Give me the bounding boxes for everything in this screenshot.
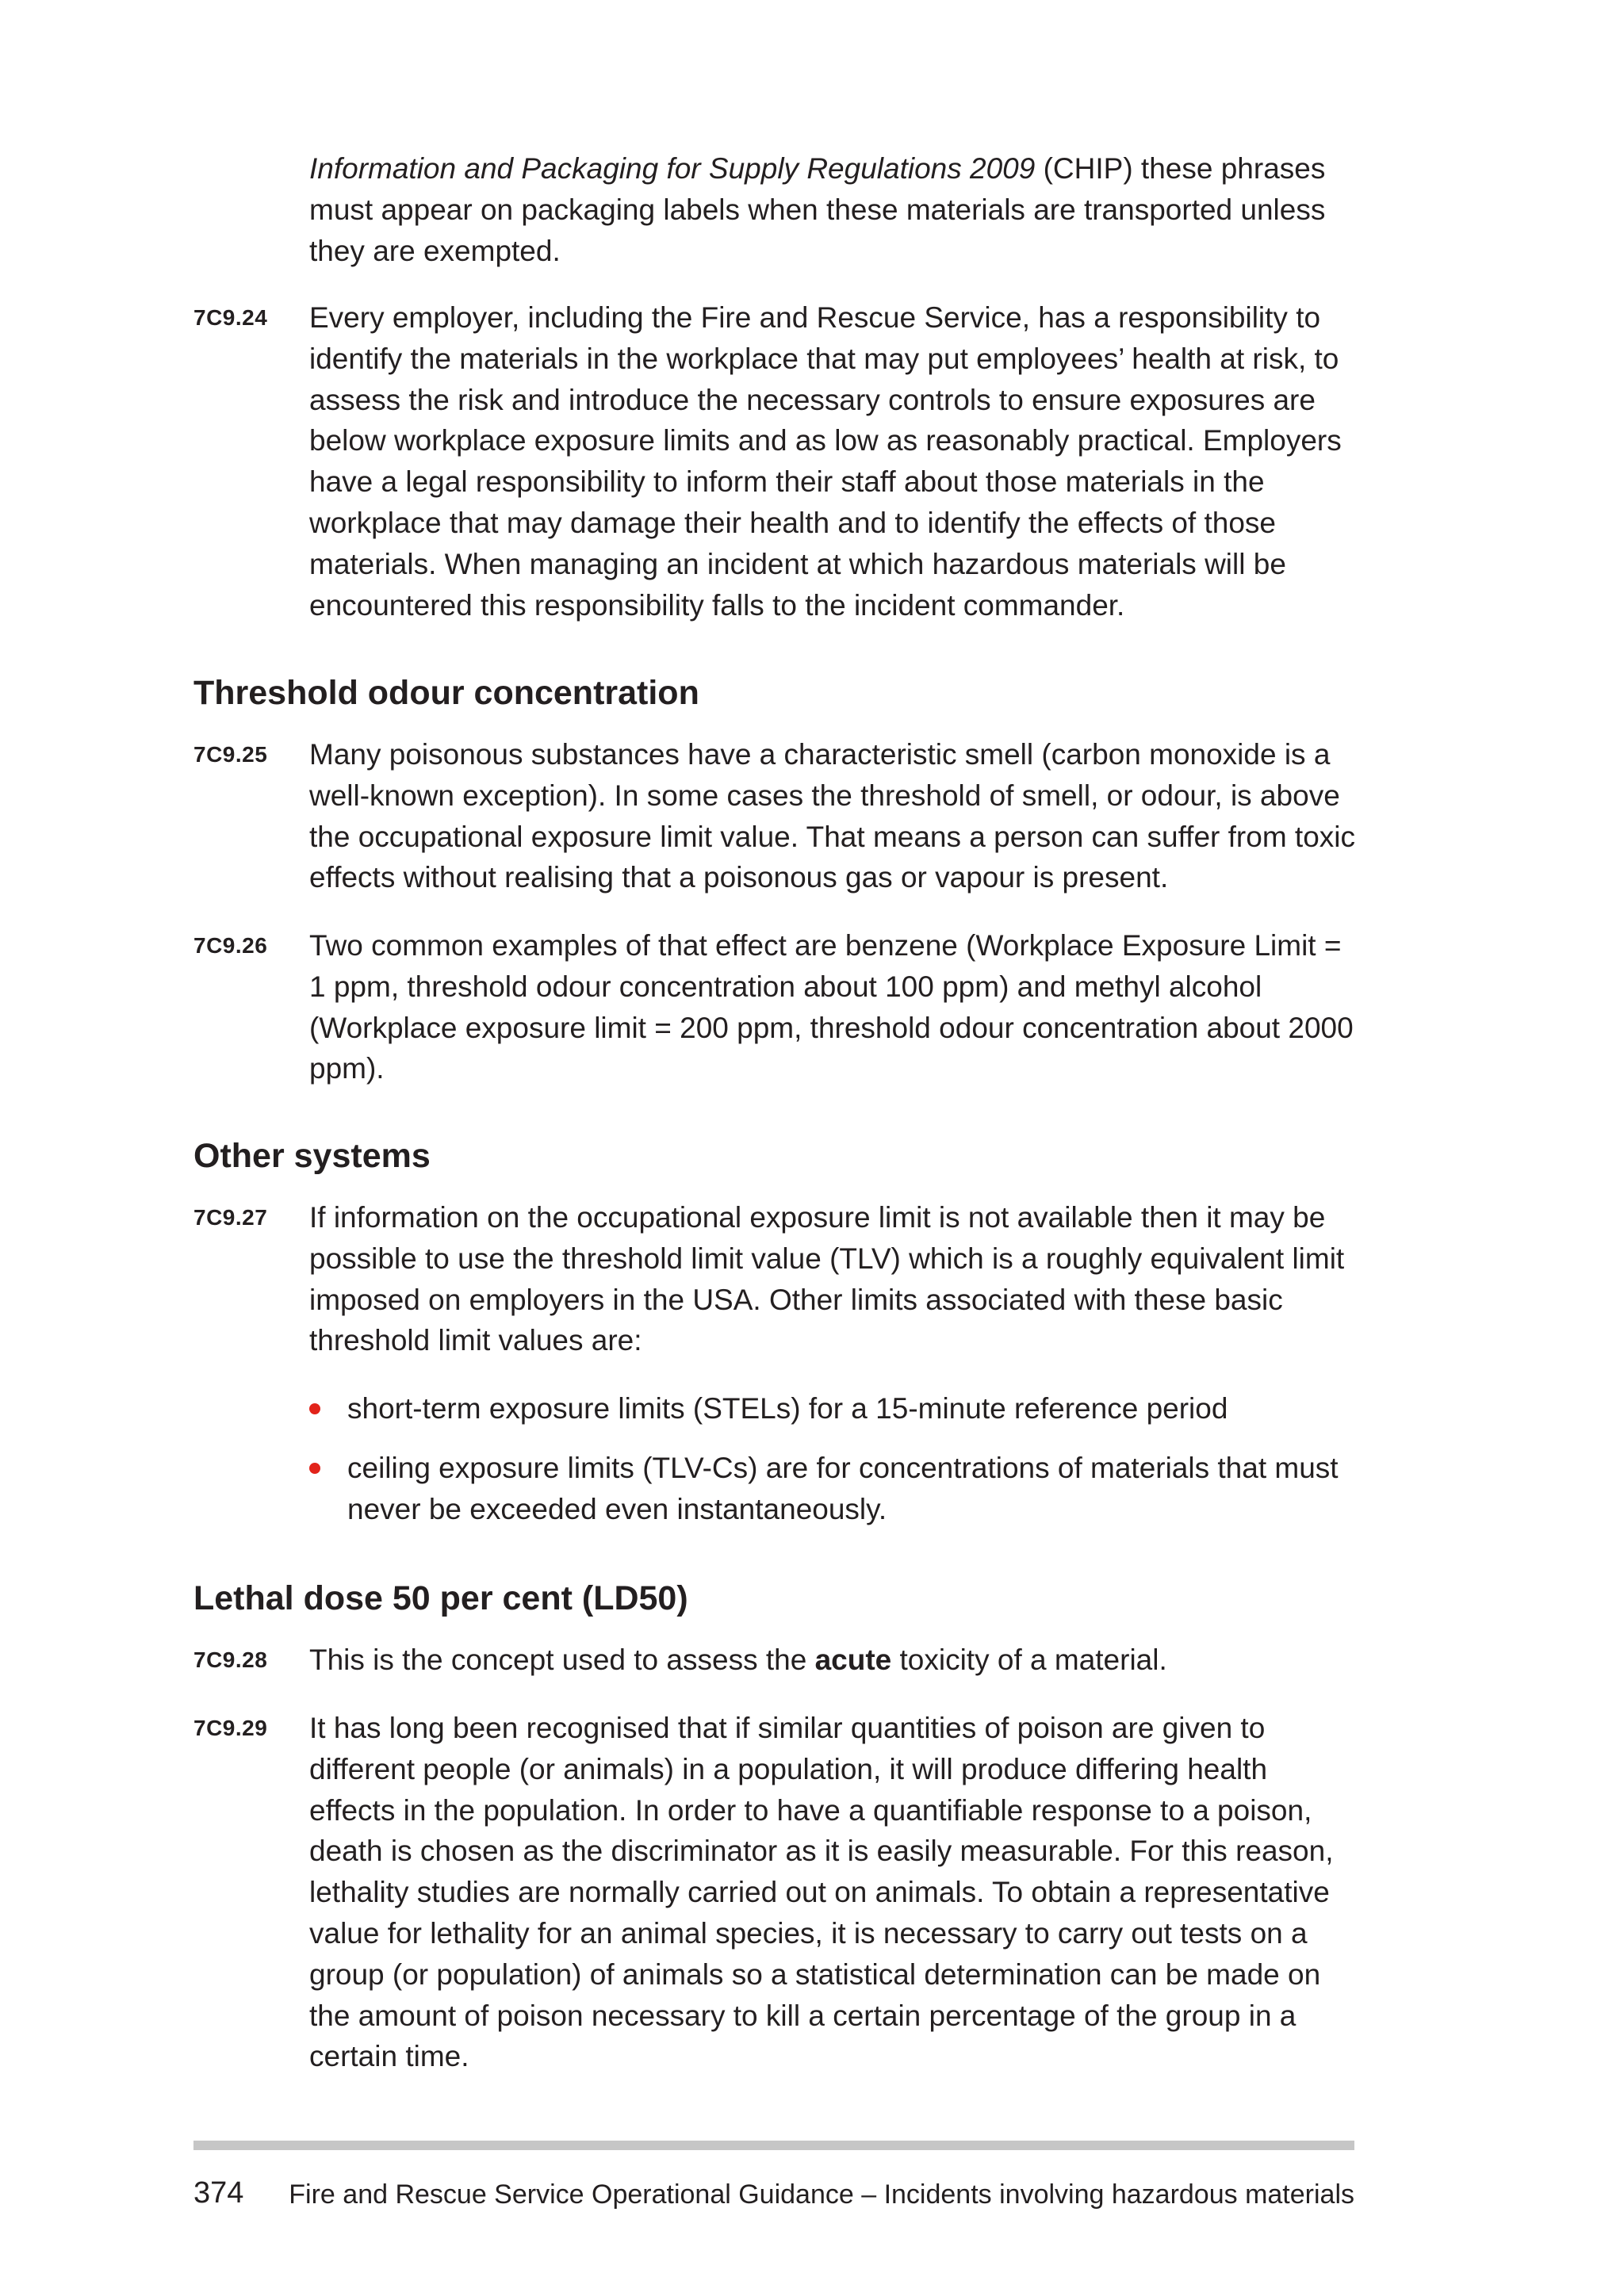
bullet-dot-icon [309,1403,320,1414]
bold-term-acute: acute [814,1644,892,1676]
intro-text: (CHIP) these phrases must appear on packaging labels when these materials are transported unless they are exempted. [309,152,1326,267]
list-item [309,1388,1356,1429]
paragraph-number: 7C9.29 [193,1716,268,1740]
text-after: toxicity of a material. [891,1644,1167,1676]
paragraph-7c9-25 [193,734,1356,898]
intro-continuation [309,148,1356,271]
list-item-text: short-term exposure limits (STELs) for a 15-minute reference period [347,1392,1228,1425]
page-number: 374 [193,2176,244,2210]
paragraph-7c9-28 [193,1640,1356,1681]
paragraph-number: 7C9.25 [193,742,268,767]
paragraph-7c9-29 [193,1708,1356,2077]
paragraph-text: Many poisonous substances have a characteristic smell (carbon monoxide is a well-known exception). In some cases the threshold of smell, or odour, is above the occupational exposure limit value. That means a person can suffer from toxic effects without realising that a poisonous gas or vapour is present. [309,738,1355,894]
paragraph-7c9-26 [193,925,1356,1089]
tlv-limits-list [309,1388,1356,1548]
paragraph-number: 7C9.24 [193,305,268,330]
footer-title: Fire and Rescue Service Operational Guidance – Incidents involving hazardous materials [289,2179,1354,2210]
footer-rule [193,2141,1354,2150]
paragraph-number: 7C9.27 [193,1205,268,1230]
section-heading-other-systems: Other systems [193,1137,431,1175]
paragraph-7c9-27 [193,1197,1356,1361]
paragraph-number: 7C9.28 [193,1647,268,1672]
section-heading-threshold-odour: Threshold odour concentration [193,674,699,712]
paragraph-text [309,1640,1356,1681]
paragraph-text: Two common examples of that effect are benzene (Workplace Exposure Limit = 1 ppm, threshold odour concentration about 100 ppm) and methyl alcohol (Workplace exposure limit = 200 ppm, threshold odour concentration about 2000 ppm). [309,929,1354,1085]
paragraph-text: It has long been recognised that if similar quantities of poison are given to different people (or animals) in a population, it will produce differing health effects in the population. In order to have a quantifiable response to a poison, death is chosen as the discriminator as it is easily measurable. For this reason, lethality studies are normally carried out on animals. To obtain a representative value for lethality for an animal species, it is necessary to carry out tests on a group (or population) of animals so a statistical determination can be made on the amount of poison necessary to kill a certain percentage of the group in a certain time. [309,1712,1334,2073]
list-item-text: ceiling exposure limits (TLV-Cs) are for concentrations of materials that must never be exceeded even instantaneously. [347,1451,1339,1525]
paragraph-text: If information on the occupational exposure limit is not available then it may be possible to use the threshold limit value (TLV) which is a roughly equivalent limit imposed on employers in the USA. Other limits associated with these basic threshold limit values are: [309,1201,1345,1357]
page-footer [193,2172,1354,2214]
intro-italic-title: Information and Packaging for Supply Regulations 2009 [309,152,1036,185]
list-item [309,1448,1356,1530]
bullet-dot-icon [309,1463,320,1474]
paragraph-7c9-24 [193,297,1356,626]
section-heading-lethal-dose: Lethal dose 50 per cent (LD50) [193,1579,688,1617]
paragraph-text: Every employer, including the Fire and Rescue Service, has a responsibility to identify the materials in the workplace that may put employees’ health at risk, to assess the risk and introduce the necessary controls to ensure exposures are below workplace exposure limits and as low as reasonably practical. Employers have a legal responsibility to inform their staff about those materials in the workplace that may damage their health and to identify the effects of those materials. When managing an incident at which hazardous materials will be encountered this responsibility falls to the incident commander. [309,301,1342,622]
text-before: This is the concept used to assess the [309,1644,815,1676]
paragraph-number: 7C9.26 [193,933,268,958]
